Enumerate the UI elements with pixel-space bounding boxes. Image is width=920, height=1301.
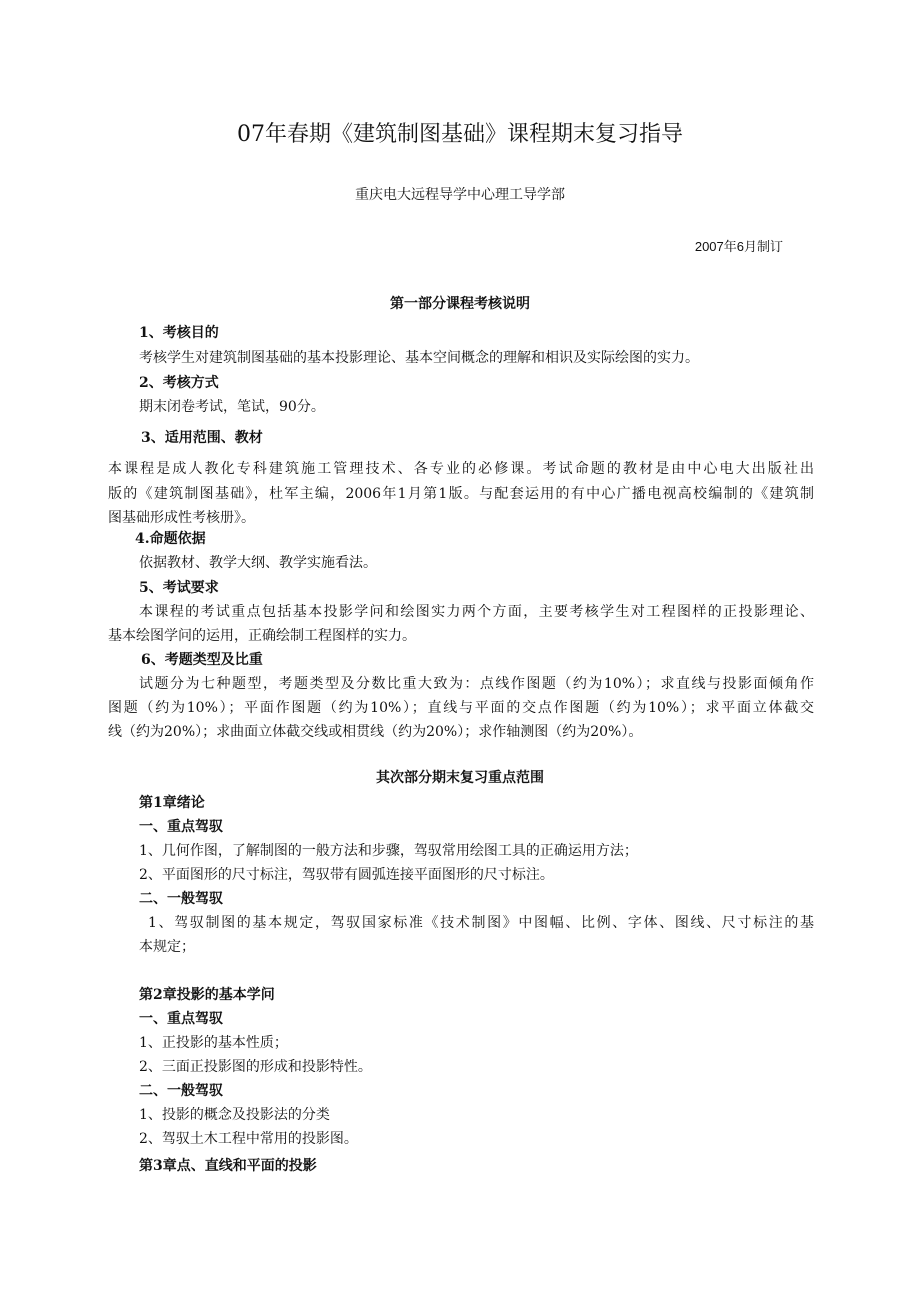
paragraph-line: 本规定； (139, 939, 195, 955)
list-item: 2、驾驭土木工程中常用的投影图。 (139, 1131, 358, 1147)
paragraph-line: 图题（约为10%）；平面作图题（约为10%）；直线与平面的交点作图题（约为10%）；求平面立体截交 (108, 700, 814, 716)
section-text: 期末闭卷考试，笔试，90分。 (139, 399, 325, 415)
paragraph-line: 线（约为20%）；求曲面立体截交线或相贯线（约为20%）；求作轴测图（约为20%）。 (108, 724, 643, 740)
section-heading: 1、考核目的 (139, 325, 219, 341)
section-heading: 3、适用范围、教材 (141, 430, 263, 446)
list-item: 1、投影的概念及投影法的分类 (139, 1107, 330, 1123)
subsection-heading: 一、重点驾驭 (139, 1011, 223, 1027)
document-title: 07年春期《建筑制图基础》课程期末复习指导 (237, 122, 683, 147)
section-heading: 2、考核方式 (139, 375, 219, 391)
part2-heading: 其次部分期末复习重点范围 (376, 770, 544, 786)
list-item: 2、平面图形的尺寸标注，驾驭带有圆弧连接平面图形的尺寸标注。 (139, 867, 554, 883)
document-subtitle: 重庆电大远程导学中心理工导学部 (355, 187, 565, 203)
list-item: 2、三面正投影图的形成和投影特性。 (139, 1059, 372, 1075)
chapter-title: 第1章绪论 (139, 795, 205, 811)
subsection-heading: 二、一般驾驭 (139, 1083, 223, 1099)
list-item: 1、几何作图，了解制图的一般方法和步骤，驾驭常用绘图工具的正确运用方法； (139, 843, 638, 859)
subsection-heading: 二、一般驾驭 (139, 891, 223, 907)
paragraph-line: 本课程是成人教化专科建筑施工管理技术、各专业的必修课。考试命题的教材是由中心电大出版社出 (108, 461, 814, 477)
paragraph-line: 图基础形成性考核册》。 (108, 510, 255, 526)
section-heading: 6、考题类型及比重 (141, 652, 263, 668)
section-heading: 5、考试要求 (139, 580, 219, 596)
section-text: 依据教材、教学大纲、教学实施看法。 (139, 555, 377, 571)
part1-heading: 第一部分课程考核说明 (390, 296, 530, 312)
paragraph-line: 基本绘图学问的运用，正确绘制工程图样的实力。 (108, 628, 416, 644)
paragraph-line: 版的《建筑制图基础》，杜军主编，2006年1月第1版。与配套运用的有中心广播电视高校编制的《建筑制 (108, 486, 814, 502)
paragraph-line: 本课程的考试重点包括基本投影学问和绘图实力两个方面，主要考核学生对工程图样的正投影理论、 (139, 604, 814, 620)
chapter-title: 第3章点、直线和平面的投影 (139, 1158, 317, 1174)
subsection-heading: 一、重点驾驭 (139, 819, 223, 835)
list-item: 1、正投影的基本性质； (139, 1035, 288, 1051)
document-date: 2007年6月制订 (694, 239, 783, 254)
chapter-title: 第2章投影的基本学问 (139, 987, 275, 1003)
paragraph-line: 试题分为七种题型，考题类型及分数比重大致为：点线作图题（约为10%）；求直线与投影面倾角作 (139, 676, 814, 692)
paragraph-line: 1、驾驭制图的基本规定，驾驭国家标准《技术制图》中图幅、比例、字体、图线、尺寸标注的基 (148, 915, 814, 931)
section-heading: 4.命题依据 (135, 531, 206, 547)
section-text: 考核学生对建筑制图基础的基本投影理论、基本空间概念的理解和相识及实际绘图的实力。 (139, 350, 699, 366)
